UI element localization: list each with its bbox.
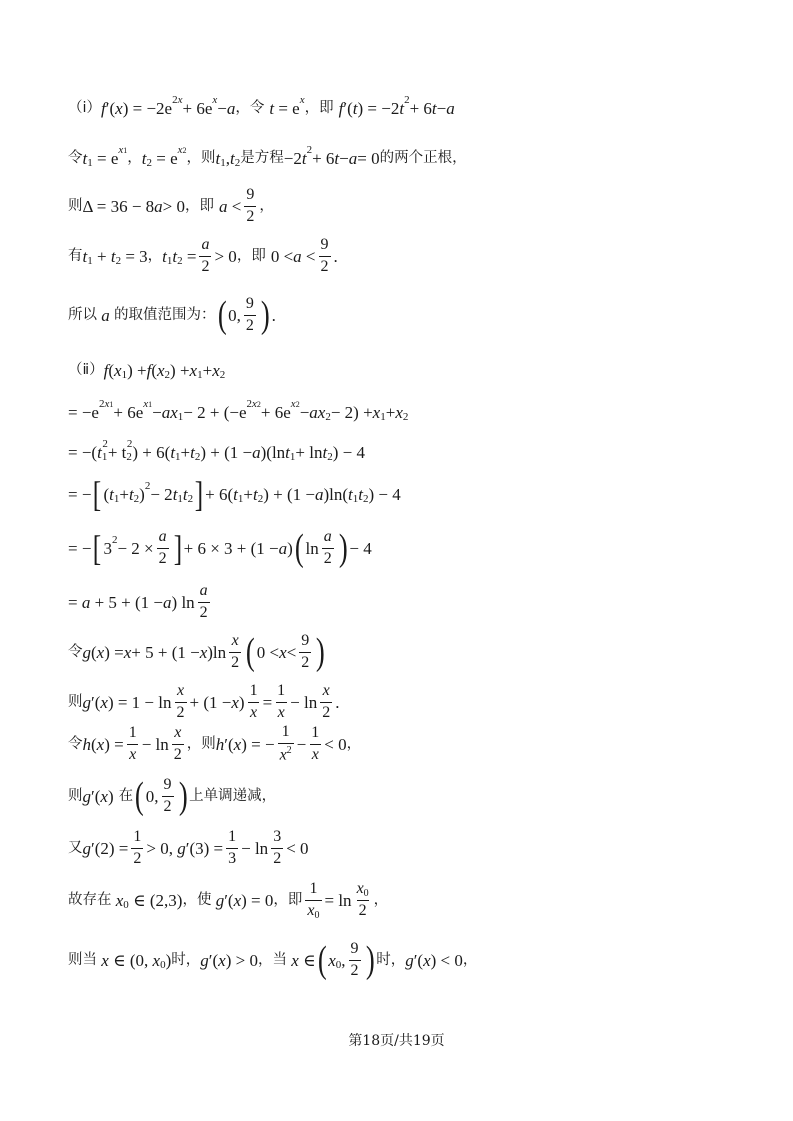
line-expand-2: = −( t 1 2 + t 2 2 ) + 6( t 1 + t 2 ) + (1 − a )(ln t 1 + ln t 2 ) − 4 xyxy=(68,438,365,463)
line-define-h: 令 h ( x ) = $\frac{1}{x}$ − ln $\frac{x}{2}$ ， 则 h ′( x ) = − $\frac{1}{x^2}$ − $\frac{1}{x}$ < 0 ， xyxy=(68,723,362,764)
line-sign-intervals: 则当 x ∈ (0, x 0 ) 时， g ′( x ) > 0 ， 当 x ∈ ( x 0 , $\frac{9}{2}$ ) 时， g ′( x ) < 0 ， xyxy=(68,939,478,981)
page-footer: 第18页/共19页 xyxy=(348,1033,445,1049)
line-existence: 故存在 x 0 ∈ (2,3) ， 使 g ′( x ) = 0 ， 即 $\frac{1}{x0}$ = ln $\frac{x0}{2}$ ， xyxy=(68,879,389,921)
line-discriminant: 则 Δ = 36 − 8 a > 0 ， 即 a < $\frac{9}{2}$ ， xyxy=(68,185,274,225)
line-expand-1: = −e 2x1 + 6e x1 − ax 1 − 2 + (−e 2x2 + 6e x2 − ax 2 − 2) + x 1 + x 2 xyxy=(68,398,409,423)
line-define-g: 令 g ( x ) = x + 5 + (1 − x )ln $\frac{x}{2}$ ( 0 < x < $\frac{9}{2}$ ) xyxy=(68,631,326,673)
line-part-i-derivative: （ⅰ） f ′( x ) = −2e 2x + 6e x − a ， 令 t = e x ， 即 f ′( t ) = −2 t 2 + 6 t − a xyxy=(68,94,455,118)
part-ii-label: （ⅱ） xyxy=(68,362,104,379)
line-range-a: 所以 a 的取值范围为： ( 0, $\frac{9}{2}$ ) . xyxy=(68,294,276,336)
line-roots: 令 t 1 = e x1 ， t 2 = e x2 ， 则 t 1 , t 2 是方程 −2 t 2 + 6 t − a = 0 的两个正根， xyxy=(68,144,467,169)
line-substitute: = − [ 3 2 − 2 × $\frac{a}{2}$ ] + 6 × 3 + (1 − a ) ( ln $\frac{a}{2}$ ) − 4 xyxy=(68,527,372,569)
line-g-prime: 则 g ′( x ) = 1 − ln $\frac{x}{2}$ + (1 − x ) $\frac{1}{x}$ = $\frac{1}{x}$ − ln $\frac{x}{2}$ . xyxy=(68,681,340,721)
line-simplified: = a + 5 + (1 − a ) ln $\frac{a}{2}$ xyxy=(68,581,208,621)
line-values: 又 g ′(2) = $\frac{1}{2}$ > 0, g ′(3) = $\frac{1}{3}$ − ln $\frac{3}{2}$ < 0 xyxy=(68,827,309,867)
line-monotone: 则 g ′( x ) 在 ( 0, $\frac{9}{2}$ ) 上单调递减， xyxy=(68,775,277,817)
line-expand-3: = − [ ( t 1 + t 2 ) 2 − 2 t 1 t 2 ] + 6( t 1 + t 2 ) + (1 − a )ln( t 1 t 2 ) − 4 xyxy=(68,474,401,514)
line-vieta: 有 t 1 + t 2 = 3 ， t 1 t 2 = $\frac{a}{2}$ > 0 ， 即 0 < a < $\frac{9}{2}$ . xyxy=(68,235,338,275)
line-part-ii: （ⅱ） f ( x 1 ) + f ( x 2 ) + x 1 + x 2 xyxy=(68,361,226,381)
part-i-label: （ⅰ） xyxy=(68,100,102,117)
